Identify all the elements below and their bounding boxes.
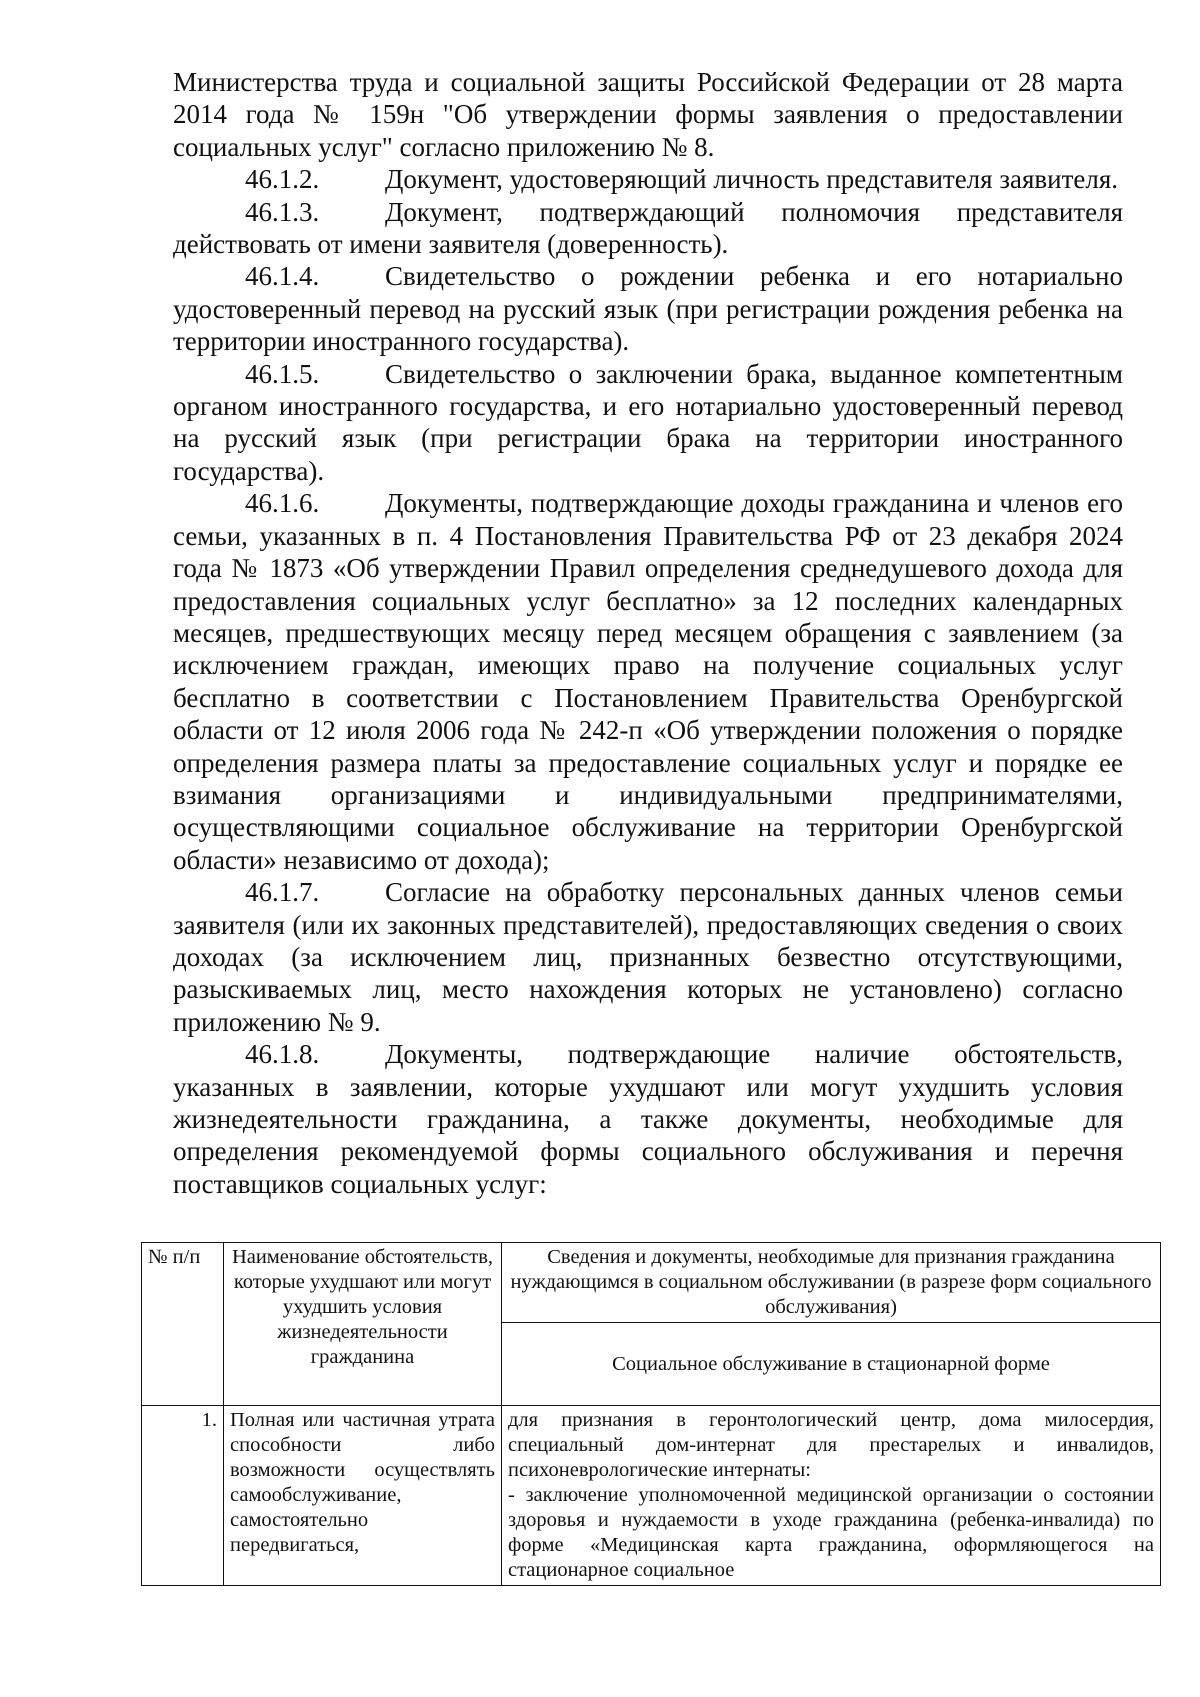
header-number: № п/п: [142, 1243, 224, 1406]
table-row: [142, 1406, 1161, 1586]
subheader-stationary-form: Социальное обслуживание в стационарной форме: [502, 1323, 1161, 1406]
item-46-1-4: [173, 260, 1123, 357]
row-documents-text: для признания в геронтологический центр, дома милосердия, специальный дом-интернат для престарелых и инвалидов, психоневрологические интернаты:: [508, 1409, 1154, 1481]
item-number: 46.1.6.: [245, 488, 320, 519]
item-46-1-3: [173, 196, 1123, 261]
item-number: 46.1.3.: [245, 196, 320, 227]
item-number: 46.1.2.: [245, 164, 320, 195]
item-number: 46.1.4.: [245, 261, 320, 292]
item-text: Документ, подтверждающий полномочия представителя действовать от имени заявителя (доверенность).: [173, 196, 1123, 260]
item-number: 46.1.5.: [245, 358, 320, 389]
item-number: 46.1.8.: [245, 1039, 320, 1070]
document-body: [173, 66, 1123, 1200]
header-documents: Сведения и документы, необходимые для признания гражданина нуждающимся в социальном обслуживании (в разрезе форм социального обслуживания): [502, 1243, 1161, 1323]
row-circumstance: Полная или частичная утрата способности либо возможности осуществлять самообслуживание, самостоятельно передвигаться,: [224, 1406, 502, 1586]
item-text: Согласие на обработку персональных данных членов семьи заявителя (или их законных представителей), предоставляющих сведения о своих доходах (за исключением лиц, признанных безвестно отсутствующими, разыскиваемых лиц, место нахождения которых не установлено) согласно приложению № 9.: [173, 877, 1123, 1037]
table-header-row: [142, 1243, 1161, 1323]
circumstances-table: [141, 1242, 1161, 1586]
intro-paragraph: Министерства труда и социальной защиты Российской Федерации от 28 марта 2014 года № 159н "Об утверждении формы заявления о предоставлении социальных услуг" согласно приложению № 8.: [173, 67, 1123, 162]
item-46-1-7: [173, 876, 1123, 1038]
item-46-1-5: [173, 358, 1123, 488]
header-circumstance: Наименование обстоятельств, которые ухудшают или могут ухудшить условия жизнедеятельности гражданина: [224, 1243, 502, 1406]
item-text: Свидетельство о рождении ребенка и его нотариально удостоверенный перевод на русский язык (при регистрации рождения ребенка на территории иностранного государства).: [173, 261, 1123, 357]
item-46-1-2: [173, 163, 1123, 195]
item-text: Документ, удостоверяющий личность представителя заявителя.: [385, 164, 1119, 195]
row-documents: [502, 1406, 1161, 1586]
row-documents-item: - заключение уполномоченной медицинской организации о состоянии здоровья и нуждаемости в уходе гражданина (ребенка-инвалида) по форме «Медицинская карта гражданина, оформляющегося на стационарное социальное: [508, 1484, 1154, 1581]
item-text: Свидетельство о заключении брака, выданное компетентным органом иностранного государства, и его нотариально удостоверенный перевод на русский язык (при регистрации брака на территории иностранного государства).: [173, 358, 1123, 486]
item-text: Документы, подтверждающие наличие обстоятельств, указанных в заявлении, которые ухудшают или могут ухудшить условия жизнедеятельности гражданина, а также документы, необходимые для определения рекомендуемой формы социального обслуживания и перечня поставщиков социальных услуг:: [173, 1039, 1123, 1199]
item-46-1-6: [173, 487, 1123, 876]
item-number: 46.1.7.: [245, 877, 320, 908]
item-text: Документы, подтверждающие доходы гражданина и членов его семьи, указанных в п. 4 Постановления Правительства РФ от 23 декабря 2024 года № 1873 «Об утверждении Правил определения среднедушевого дохода для предоставления социальных услуг бесплатно» за 12 последних календарных месяцев, предшествующих месяцу перед месяцем обращения с заявлением (за исключением граждан, имеющих право на получение социальных услуг бесплатно в соответствии с Постановлением Правительства Оренбургской области от 12 июля 2006 года № 242-п «Об утверждении положения о порядке определения размера платы за предоставление социальных услуг и порядке ее взимания организациями и индивидуальными предпринимателями, осуществляющими социальное обслуживание на территории Оренбургской области» независимо от дохода);: [173, 488, 1123, 875]
row-number: 1.: [142, 1406, 224, 1586]
item-46-1-8: [173, 1038, 1123, 1200]
